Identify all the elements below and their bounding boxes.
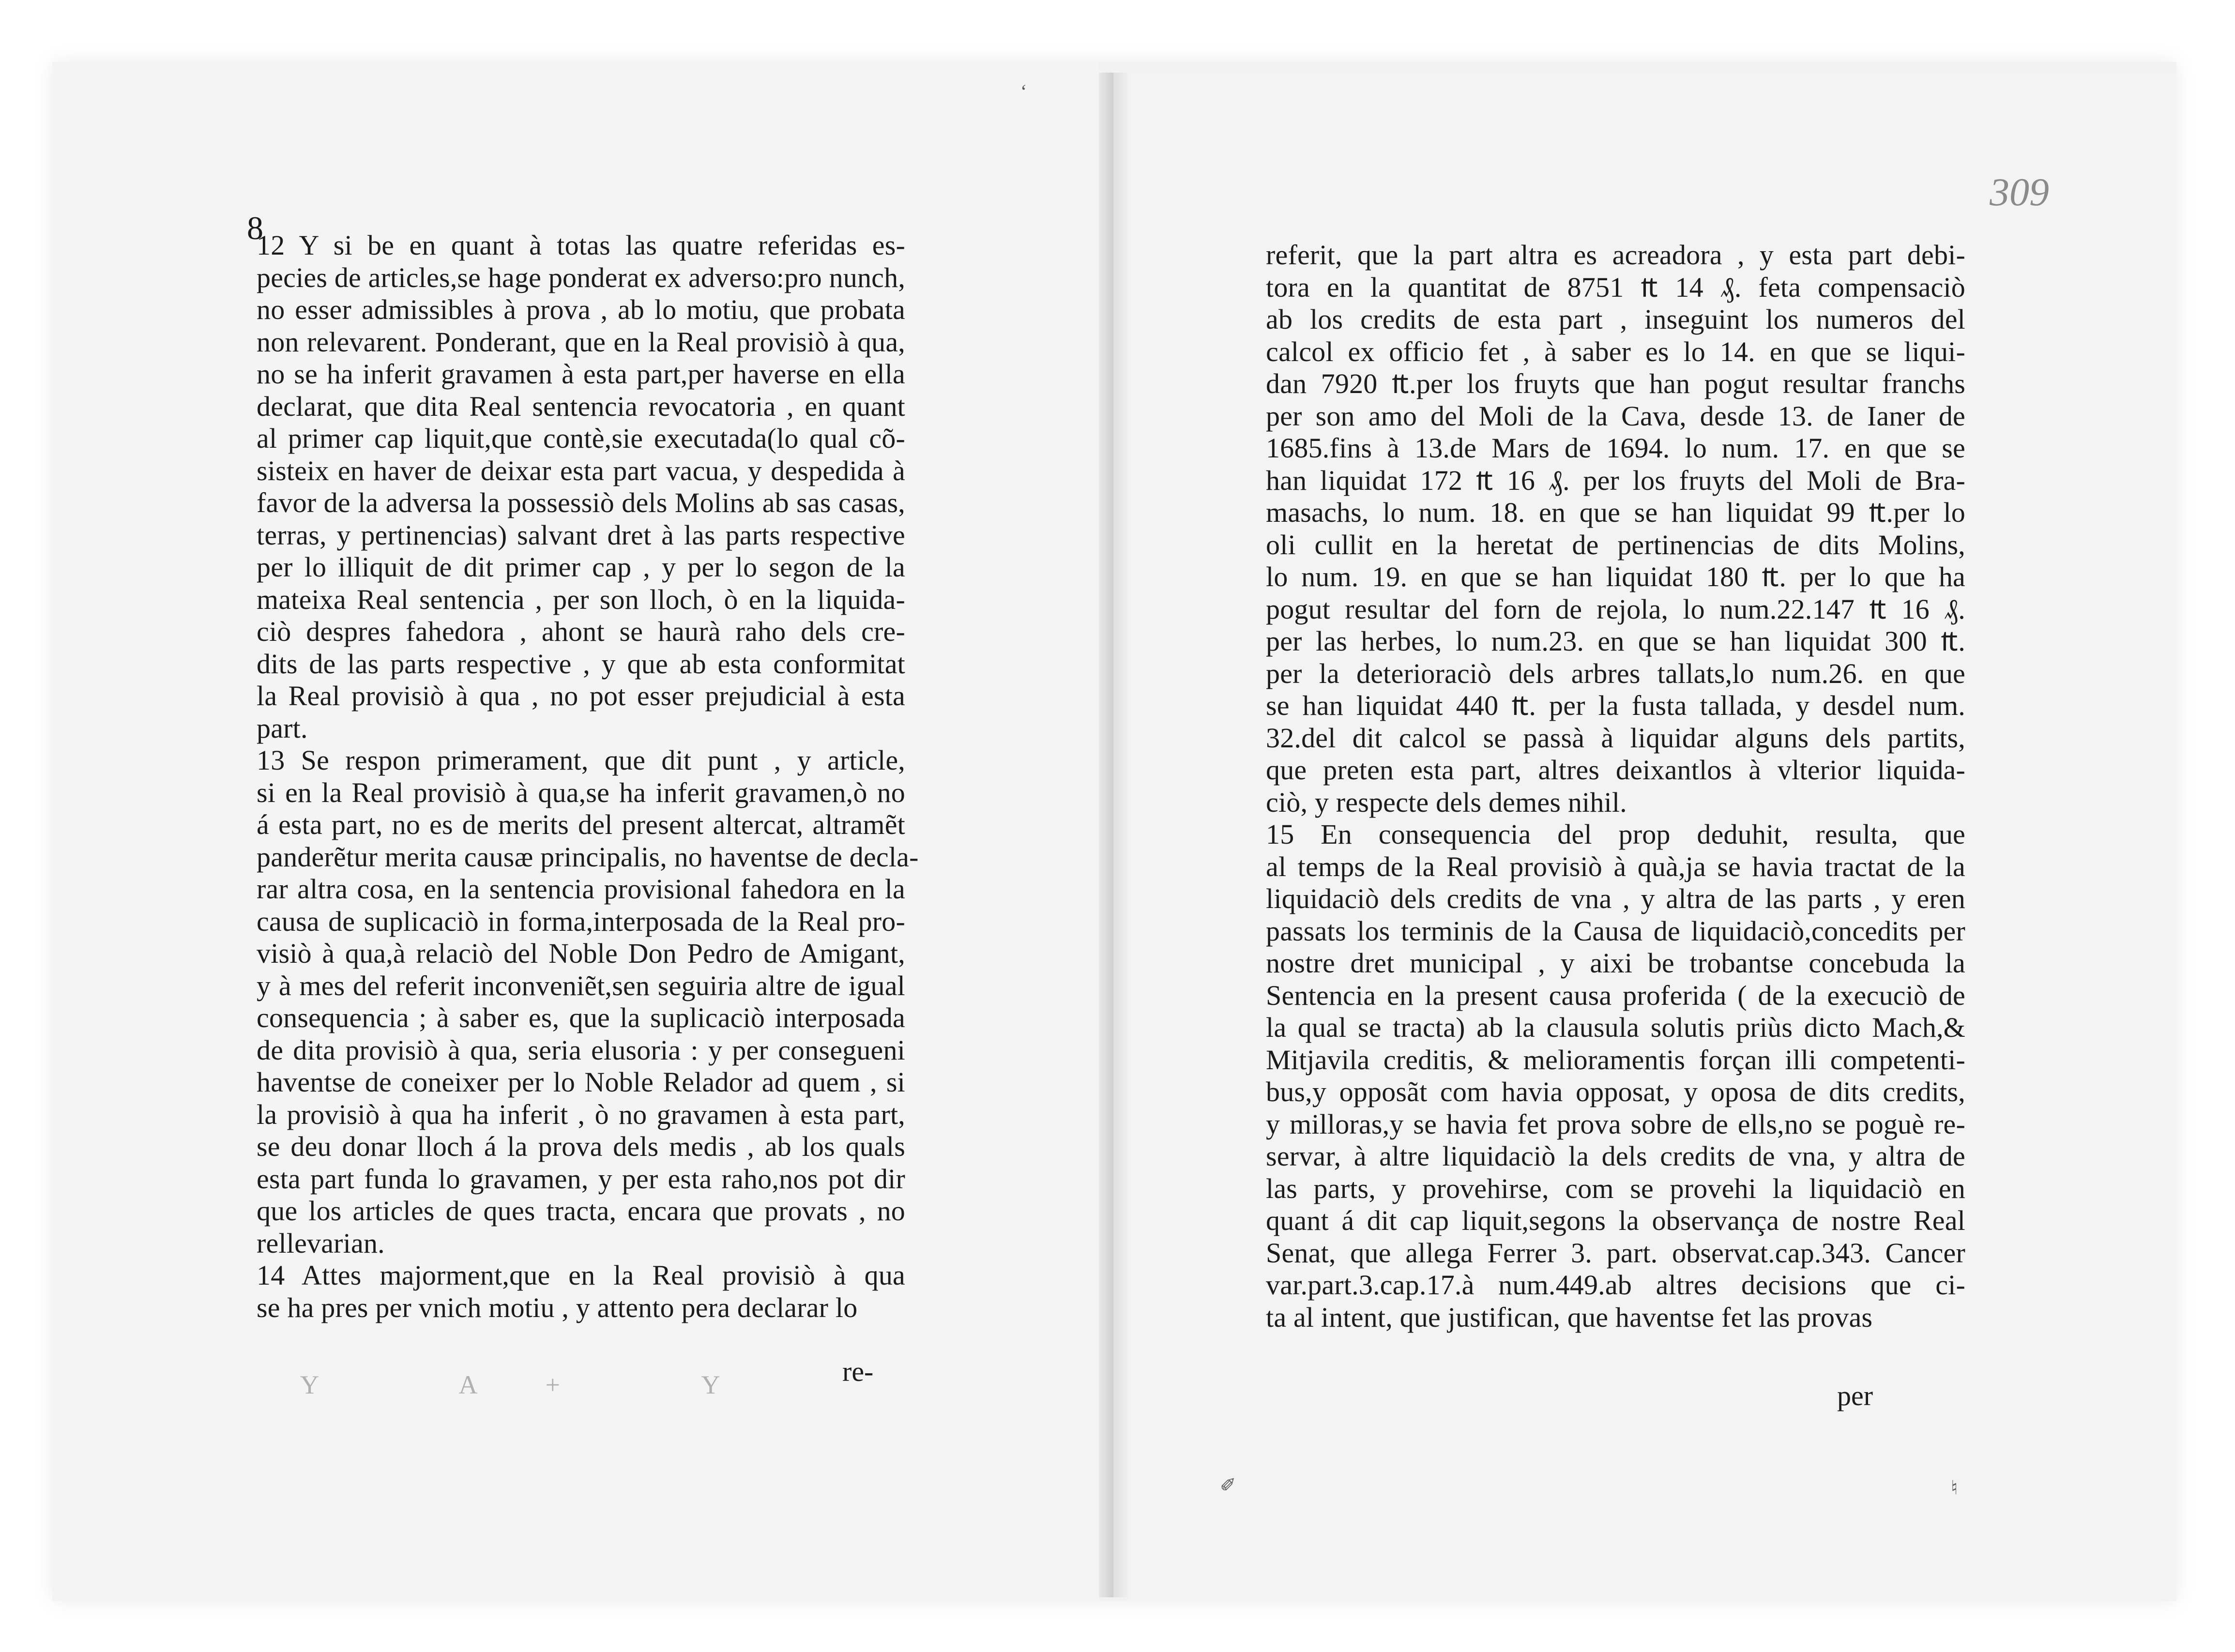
text-line: non relevarent. Ponderant, que en la Real provisiò à qua,	[257, 326, 905, 358]
text-line: ta al intent, que justifican, que haventse fet las provas	[1266, 1301, 1873, 1333]
text-line: Mitjavila creditis, & melioramentis forçan illi competenti-	[1266, 1044, 1965, 1076]
text-line: rellevarian.	[257, 1227, 385, 1259]
text-line: passats los terminis de la Causa de liquidaciò,concedits per	[1266, 915, 1965, 947]
text-line: y à mes del referit inconveniẽt,sen seguiria altre de igual	[257, 970, 905, 1001]
left-catchword: re-	[842, 1356, 874, 1387]
text-line: per son amo del Moli de la Cava, desde 13. de Ianer de	[1266, 400, 1965, 432]
text-line: las parts, y provehirse, com se provehi la liquidaciò en	[1266, 1172, 1965, 1204]
text-line: rar altra cosa, en la sentencia provisional fahedora en la	[257, 873, 905, 905]
folio-number: 309	[1990, 170, 2049, 214]
text-line: Sentencia en la present causa proferida ( de la execuciò de	[1266, 979, 1965, 1011]
text-line: ab los credits de esta part , inseguint los numeros del	[1266, 303, 1965, 335]
ink-mark: ♮	[1951, 1477, 1958, 1499]
page-number: 8	[247, 210, 263, 246]
text-line: se deu donar lloch á la prova dels medis , ab los quals	[257, 1131, 905, 1162]
text-line: 1685.fins à 13.de Mars de 1694. lo num. 17. en que se	[1266, 432, 1965, 464]
text-line: sisteix en haver de deixar esta part vacua, y despedida à	[257, 455, 905, 486]
text-line: 15 En consequencia del prop deduhit, resulta, que	[1266, 818, 1965, 850]
text-line: de dita provisiò à qua, seria elusoria : y per consegueni	[257, 1034, 905, 1066]
ink-mark: ✐	[1220, 1474, 1236, 1496]
text-line: masachs, lo num. 18. en que se han liquidat 99 ₶.per lo	[1266, 497, 1965, 528]
ink-mark: ‘	[1020, 80, 1027, 102]
text-line: al temps de la Real provisiò à quà,ja se havia tractat de la	[1266, 850, 1965, 882]
text-line: declarat, que dita Real sentencia revocatoria , en quant	[257, 390, 905, 422]
text-line: que los articles de ques tracta, encara que provats , no	[257, 1195, 905, 1227]
text-line: no esser admissibles à prova , ab lo motiu, que probata	[257, 294, 905, 325]
text-line: favor de la adversa la possessiò dels Molins ab sas casas,	[257, 487, 905, 518]
text-line: la qual se tracta) ab la clausula solutis priùs dicto Mach,&	[1266, 1012, 1965, 1043]
text-line: quant á dit cap liquit,segons la observança de nostre Real	[1266, 1205, 1965, 1236]
text-line: se han liquidat 440 ₶. per la fusta tallada, y desdel num.	[1266, 690, 1965, 721]
text-line: que preten esta part, altres deixantlos à vlterior liquida-	[1266, 754, 1965, 786]
left-page-text	[257, 229, 919, 1324]
text-line: la Real provisiò à qua , no pot esser prejudicial à esta	[257, 680, 905, 712]
text-line: á esta part, no es de merits del present altercat, altramẽt	[257, 809, 905, 840]
text-line: ciò, y respecte dels demes nihil.	[1266, 786, 1627, 818]
text-line: nostre dret municipal , y aixi be trobantse concebuda la	[1266, 947, 1965, 979]
text-line: var.part.3.cap.17.à num.449.ab altres decisions que ci-	[1266, 1269, 1965, 1301]
text-line: per las herbes, lo num.23. en que se han liquidat 300 ₶.	[1266, 625, 1965, 657]
text-line: visiò à qua,à relaciò del Noble Don Pedro de Amigant,	[257, 938, 905, 969]
right-catchword: per	[1837, 1380, 1873, 1411]
text-line: haventse de coneixer per lo Noble Relador ad quem , si	[257, 1066, 905, 1098]
text-line: servar, à altre liquidaciò la dels credits de vna, y altra de	[1266, 1140, 1965, 1172]
text-line: han liquidat 172 ₶ 16 ₰. per los fruyts del Moli de Bra-	[1266, 464, 1965, 496]
text-line: pecies de articles,se hage ponderat ex adverso:pro nunch,	[257, 261, 906, 293]
text-line: consequencia ; à saber es, que la suplicaciò interposada	[257, 1002, 905, 1033]
text-line: esta part funda lo gravamen, y per esta raho,nos pot dir	[257, 1163, 905, 1195]
text-line: 32.del dit calcol se passà à liquidar alguns dels partits,	[1266, 722, 1965, 754]
text-line: lo num. 19. en que se han liquidat 180 ₶. per lo que ha	[1266, 561, 1965, 592]
text-line: dan 7920 ₶.per los fruyts que han pogut resultar franchs	[1266, 368, 1965, 399]
text-line: per la deterioraciò dels arbres tallats,lo num.26. en que	[1266, 657, 1965, 689]
text-line: panderẽtur merita causæ principalis, no haventse de decla-	[257, 841, 919, 873]
text-line: Senat, que allega Ferrer 3. part. observat.cap.343. Cancer	[1266, 1237, 1965, 1269]
text-line: ciò despres fahedora , ahont se haurà raho dels cre-	[257, 616, 905, 647]
book-gutter	[1099, 73, 1128, 1597]
text-line: si en la Real provisiò à qua,se ha inferit gravamen,ò no	[257, 776, 905, 808]
text-line: liquidaciò dels credits de vna , y altra de las parts , y eren	[1266, 883, 1965, 914]
text-line: dits de las parts respective , y que ab esta conformitat	[257, 648, 905, 680]
text-line: al primer cap liquit,que contè,sie executada(lo qual cõ-	[257, 423, 905, 454]
text-line: referit, que la part altra es acreadora , y esta part debi-	[1266, 239, 1965, 271]
text-line: se ha pres per vnich motiu , y attento pera declarar lo	[257, 1291, 858, 1323]
text-line: mateixa Real sentencia , per son lloch, ò en la liquida-	[257, 583, 905, 615]
signature-mark: Y A+ Y	[300, 1370, 788, 1399]
text-line: 12 Y si be en quant à totas las quatre referidas es-	[257, 229, 905, 261]
text-line: pogut resultar del forn de rejola, lo num.22.147 ₶ 16 ₰.	[1266, 593, 1965, 625]
text-line: la provisiò à qua ha inferit , ò no gravamen à esta part,	[257, 1098, 905, 1130]
text-line: per lo illiquit de dit primer cap , y per lo segon de la	[257, 551, 905, 583]
text-line: no se ha inferit gravamen à esta part,per haverse en ella	[257, 358, 905, 390]
text-line: bus,y opposãt com havia opposat, y oposa de dits credits,	[1266, 1076, 1965, 1107]
text-line: calcol ex officio fet , à saber es lo 14. en que se liqui-	[1266, 335, 1965, 367]
text-line: terras, y pertinencias) salvant dret à las parts respective	[257, 519, 905, 551]
right-page-text	[1266, 239, 1965, 1334]
text-line: part.	[257, 712, 308, 744]
text-line: tora en la quantitat de 8751 ₶ 14 ₰. feta compensaciò	[1266, 271, 1965, 303]
text-line: 13 Se respon primerament, que dit punt , y article,	[257, 744, 905, 776]
text-line: oli cullit en la heretat de pertinencias de dits Molins,	[1266, 529, 1965, 561]
text-line: causa de suplicaciò in forma,interposada de la Real pro-	[257, 905, 905, 937]
text-line: 14 Attes majorment,que en la Real provisiò à qua	[257, 1259, 905, 1291]
text-line: y milloras,y se havia fet prova sobre de ells,no se poguè re-	[1266, 1108, 1965, 1140]
